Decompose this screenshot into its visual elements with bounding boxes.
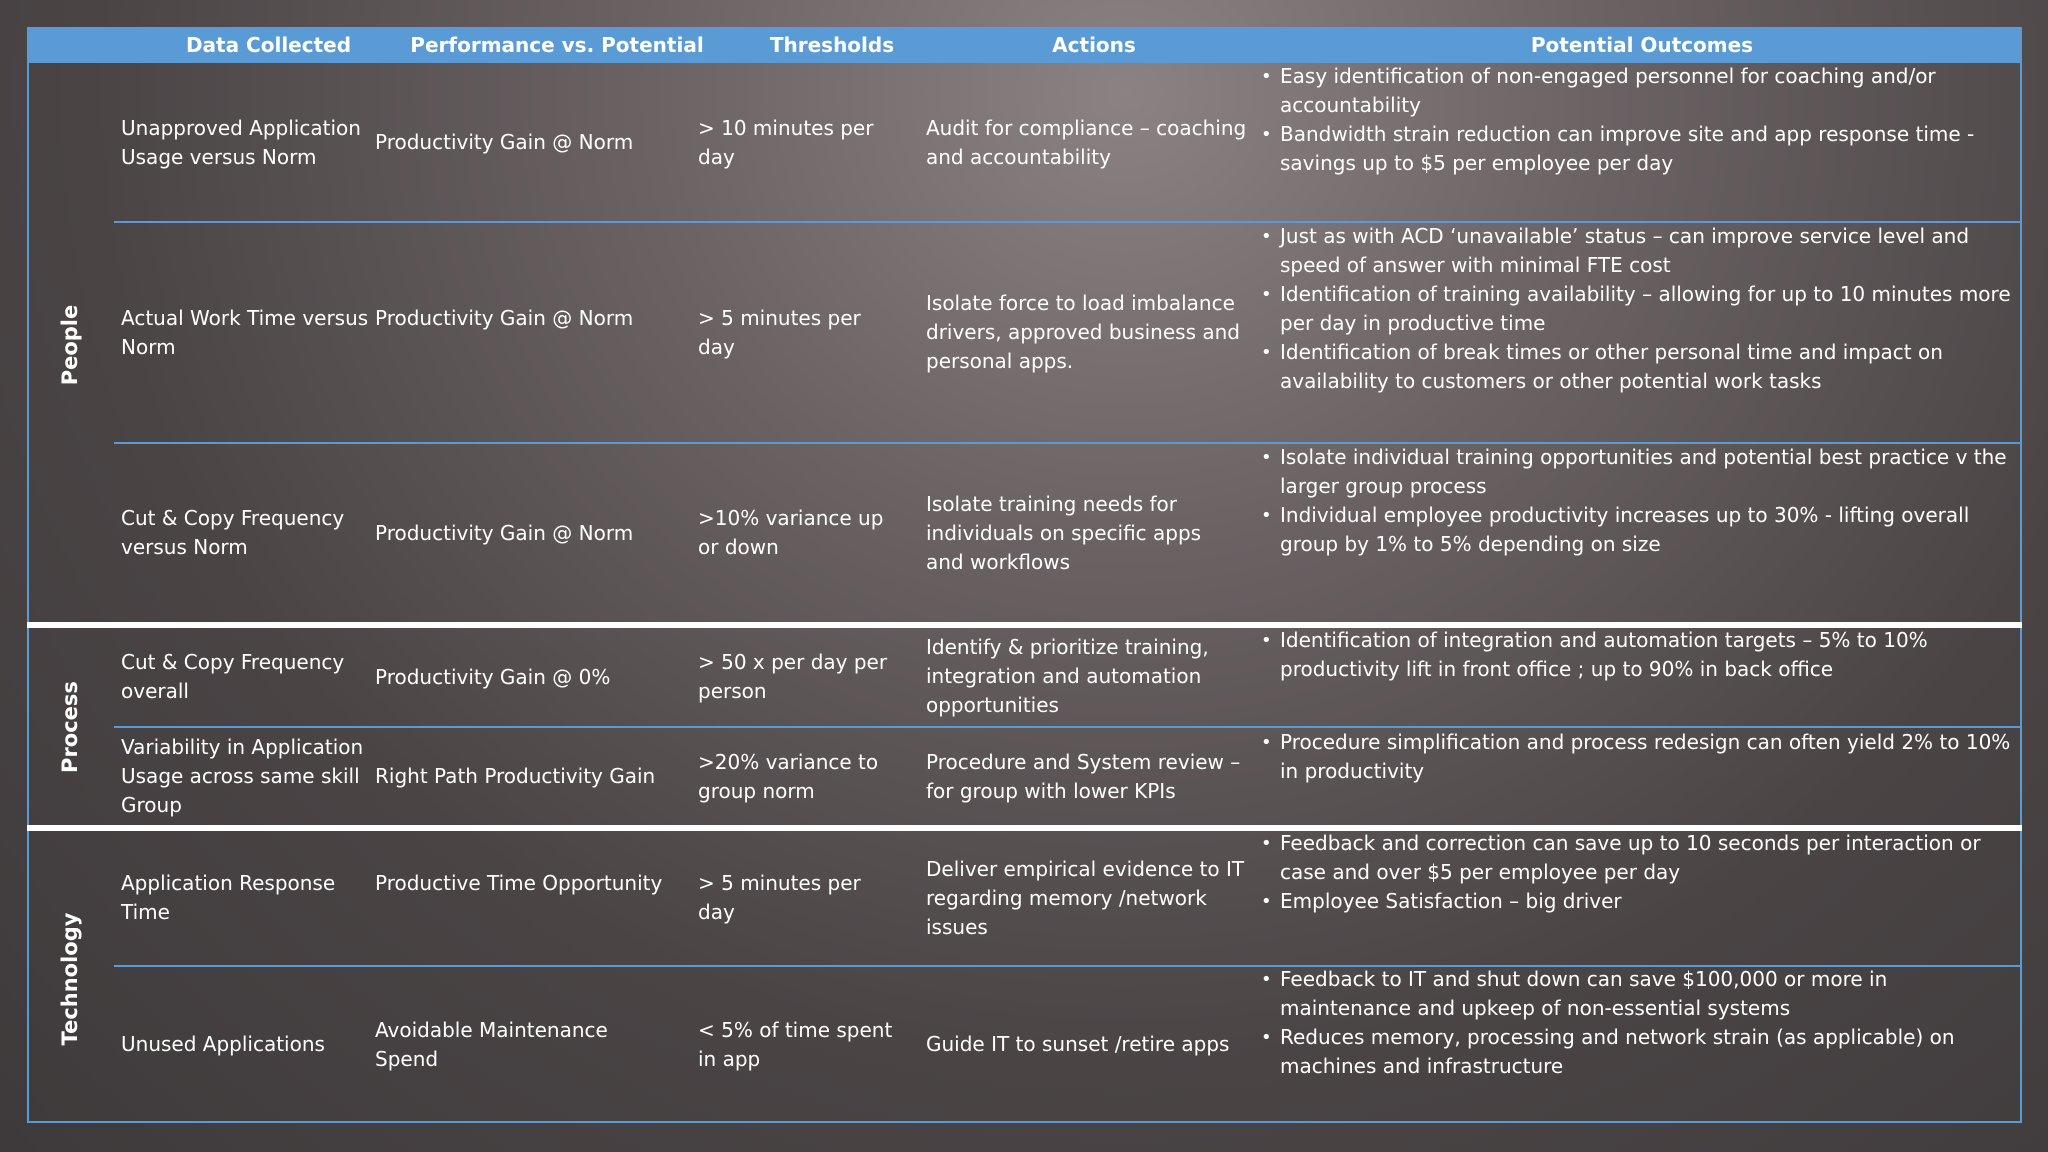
cell-data-collected: Actual Work Time versus Norm bbox=[121, 306, 369, 359]
header-data-collected: Data Collected bbox=[185, 33, 352, 57]
cell-threshold: > 50 x per day per person bbox=[698, 650, 888, 703]
outcome-item: • Identification of training availability – allowing for up to 10 minutes more per day in productive time bbox=[1260, 280, 2020, 338]
header-thresholds: Thresholds bbox=[769, 33, 895, 57]
cell-threshold: >10% variance up or down bbox=[698, 506, 884, 559]
cell-data-collected: Cut & Copy Frequency overall bbox=[121, 650, 345, 703]
outcome-item: • Identification of integration and automation targets – 5% to 10% productivity lift in front office ; up to 90% in back office bbox=[1260, 626, 2020, 684]
cell-data-collected: Unapproved Application Usage versus Norm bbox=[121, 115, 361, 169]
cell-outcomes bbox=[1260, 965, 2020, 1081]
cell-data-collected: Application Response Time bbox=[121, 871, 336, 924]
cell-performance: Productivity Gain @ 0% bbox=[375, 664, 611, 689]
cell-threshold: >20% variance to group norm bbox=[698, 749, 879, 803]
cell-performance: Productivity Gain @ Norm bbox=[375, 130, 634, 154]
outcome-item: • Feedback and correction can save up to 10 seconds per interaction or case and over $5 per employee per day bbox=[1260, 829, 2020, 887]
cell-action: Procedure and System review – for group with lower KPIs bbox=[926, 749, 1241, 803]
cell-threshold: > 10 minutes per day bbox=[698, 115, 874, 169]
cell-outcomes bbox=[1260, 626, 2020, 684]
header-outcomes: Potential Outcomes bbox=[1530, 33, 1754, 57]
group-label-process: Process bbox=[58, 681, 82, 773]
outcome-item: • Bandwidth strain reduction can improve site and app response time - savings up to $5 per employee per day bbox=[1260, 120, 2020, 178]
cell-action: Guide IT to sunset /retire apps bbox=[926, 1032, 1230, 1056]
table-header bbox=[27, 27, 2022, 63]
outcome-item: • Isolate individual training opportunities and potential best practice v the larger group process bbox=[1260, 443, 2020, 501]
cell-action: Audit for compliance – coaching and accountability bbox=[926, 115, 1247, 169]
cell-performance: Productive Time Opportunity bbox=[375, 871, 663, 895]
cell-data-collected: Cut & Copy Frequency versus Norm bbox=[121, 506, 345, 559]
header-actions: Actions bbox=[1052, 33, 1136, 57]
cell-threshold: < 5% of time spent in app bbox=[698, 1017, 893, 1071]
outcome-item: • Identification of break times or other personal time and impact on availability to customers or other potential work tasks bbox=[1260, 338, 2020, 396]
outcome-item: • Just as with ACD ‘unavailable’ status – can improve service level and speed of answer with minimal FTE cost bbox=[1260, 222, 2020, 280]
outcome-item: • Individual employee productivity increases up to 30% - lifting overall group by 1% to 5% depending on size bbox=[1260, 501, 2020, 559]
outcome-item: • Reduces memory, processing and network strain (as applicable) on machines and infrastructure bbox=[1260, 1023, 2020, 1081]
cell-performance: Productivity Gain @ Norm bbox=[375, 306, 634, 330]
cell-outcomes bbox=[1260, 443, 2020, 559]
cell-outcomes bbox=[1260, 62, 2020, 178]
outcome-item: • Procedure simplification and process redesign can often yield 2% to 10% in productivity bbox=[1260, 728, 2020, 786]
outcome-item: • Employee Satisfaction – big driver bbox=[1260, 887, 2020, 916]
cell-action: Isolate force to load imbalance drivers, approved business and personal apps. bbox=[926, 291, 1240, 373]
cell-action: Isolate training needs for individuals on specific apps and workflows bbox=[926, 491, 1202, 574]
cell-data-collected: Variability in Application Usage across same skill Group bbox=[121, 735, 364, 817]
cell-performance: Productivity Gain @ Norm bbox=[375, 520, 634, 545]
cell-data-collected: Unused Applications bbox=[121, 1032, 325, 1056]
cell-outcomes bbox=[1260, 222, 2020, 396]
cell-action: Deliver empirical evidence to IT regarding memory /network issues bbox=[926, 856, 1245, 939]
cell-outcomes bbox=[1260, 728, 2020, 786]
outcome-item: • Feedback to IT and shut down can save $100,000 or more in maintenance and upkeep of non-essential systems bbox=[1260, 965, 2020, 1023]
cell-performance: Right Path Productivity Gain bbox=[375, 764, 656, 788]
cell-threshold: > 5 minutes per day bbox=[698, 871, 861, 924]
group-label-people: People bbox=[58, 304, 82, 386]
header-performance: Performance vs. Potential bbox=[410, 33, 704, 57]
cell-outcomes bbox=[1260, 829, 2020, 916]
cell-action: Identify & prioritize training, integration and automation opportunities bbox=[926, 635, 1209, 717]
cell-performance: Avoidable Maintenance Spend bbox=[375, 1017, 608, 1071]
outcome-item: • Easy identification of non-engaged personnel for coaching and/or accountability bbox=[1260, 62, 2020, 120]
group-label-technology: Technology bbox=[58, 912, 82, 1046]
cell-threshold: > 5 minutes per day bbox=[698, 305, 861, 359]
